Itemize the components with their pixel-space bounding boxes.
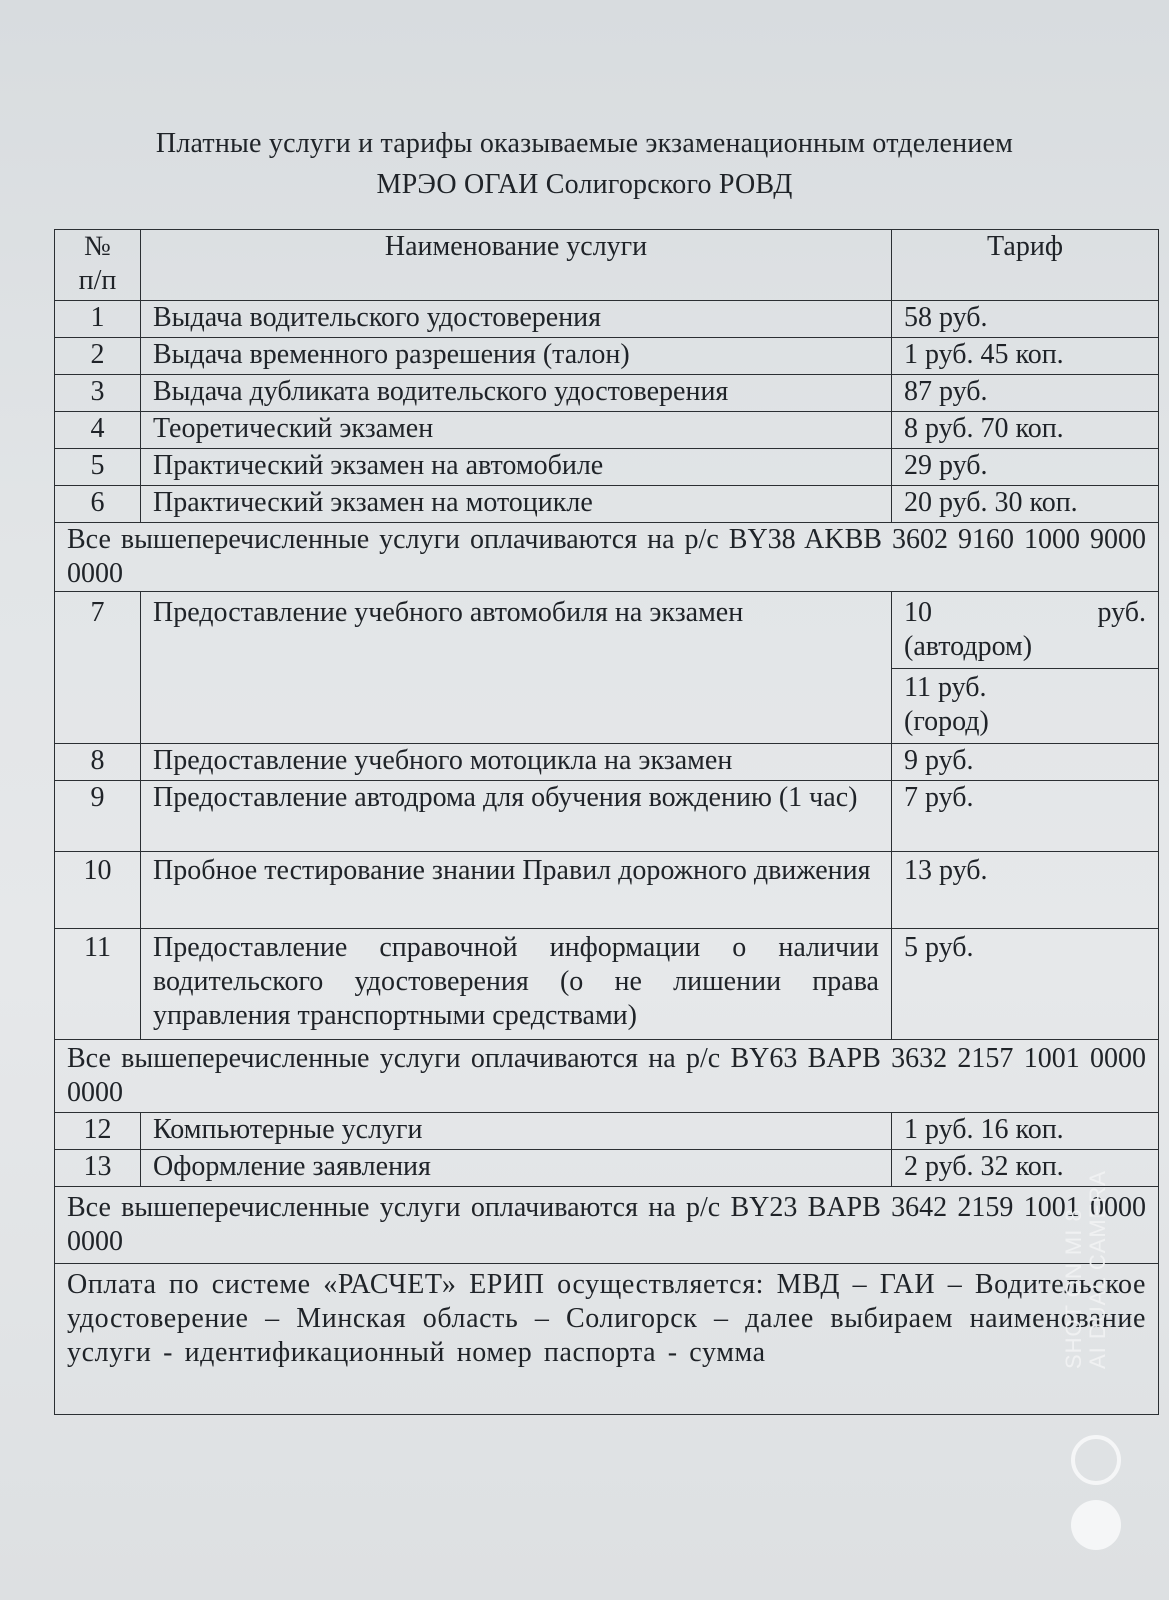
- table-row: [55, 1113, 1159, 1150]
- table-row: [55, 412, 1159, 449]
- row-num: 4: [55, 412, 141, 449]
- table-row: [55, 592, 1159, 669]
- document-title: [0, 123, 1169, 205]
- services-table: [54, 229, 1159, 1415]
- header-tariff: Тариф: [892, 230, 1159, 301]
- row-service: Практический экзамен на мотоцикле: [141, 486, 892, 523]
- row-service: Компьютерные услуги: [141, 1113, 892, 1150]
- row-tariff: 1 руб. 16 коп.: [892, 1113, 1159, 1150]
- table-row: [55, 852, 1159, 929]
- payment-note-row: [55, 523, 1159, 592]
- table-row: [55, 375, 1159, 412]
- table-row: [55, 301, 1159, 338]
- table-header-row: [55, 230, 1159, 301]
- row-num: 11: [55, 929, 141, 1040]
- title-line-1: Платные услуги и тарифы оказываемые экзаменационным отделением: [155, 128, 1014, 159]
- payment-note-row: [55, 1040, 1159, 1113]
- erip-note: Оплата по системе «РАСЧЕТ» ЕРИП осуществляется: МВД – ГАИ – Водительское удостоверение – Минская область – Солигорск – далее выбираем наименование услуги - идентификационный номер паспорта - сумма: [55, 1264, 1159, 1415]
- row-num: 9: [55, 781, 141, 852]
- title-line-2: МРЭО ОГАИ Солигорского РОВД: [376, 169, 793, 200]
- row-tariff: 20 руб. 30 коп.: [892, 486, 1159, 523]
- camera-watermark: SHOT ON MI 8 AI DUAL CAMERA: [1061, 1170, 1110, 1370]
- row-tariff: 2 руб. 32 коп.: [892, 1150, 1159, 1187]
- row-tariff: 13 руб.: [892, 852, 1159, 929]
- payment-note-1: Все вышеперечисленные услуги оплачиваются на р/с BY38 AKBB 3602 9160 1000 9000 0000: [55, 523, 1159, 592]
- payment-note-row: [55, 1187, 1159, 1264]
- table-row: [55, 486, 1159, 523]
- row-service: Выдача водительского удостоверения: [141, 301, 892, 338]
- watermark-ring-icon: [1071, 1435, 1121, 1485]
- row-num: 5: [55, 449, 141, 486]
- row-service: Предоставление справочной информации о наличии водительского удостоверения (о не лишении права управления транспортными средствами): [141, 929, 892, 1040]
- row-service: Теоретический экзамен: [141, 412, 892, 449]
- row-tariff: 87 руб.: [892, 375, 1159, 412]
- row-service: Предоставление автодрома для обучения вождению (1 час): [141, 781, 892, 852]
- header-service: Наименование услуги: [141, 230, 892, 301]
- row-service: Предоставление учебного мотоцикла на экзамен: [141, 744, 892, 781]
- payment-note-3: Все вышеперечисленные услуги оплачиваются на р/с BY23 BAPB 3642 2159 1001 0000 0000: [55, 1187, 1159, 1264]
- row-num: 12: [55, 1113, 141, 1150]
- table-row: [55, 449, 1159, 486]
- erip-note-row: [55, 1264, 1159, 1415]
- row-num: 10: [55, 852, 141, 929]
- row-tariff-city: 11 руб. (город): [892, 669, 1159, 744]
- table-row: [55, 929, 1159, 1040]
- row-num: 6: [55, 486, 141, 523]
- row-service: Выдача временного разрешения (талон): [141, 338, 892, 375]
- table-row: [55, 338, 1159, 375]
- row-service: Оформление заявления: [141, 1150, 892, 1187]
- row-num: 13: [55, 1150, 141, 1187]
- row-tariff: 9 руб.: [892, 744, 1159, 781]
- row-num: 8: [55, 744, 141, 781]
- row-num: 7: [55, 592, 141, 744]
- payment-note-2: Все вышеперечисленные услуги оплачиваются на р/с BY63 BAPB 3632 2157 1001 0000 0000: [55, 1040, 1159, 1113]
- header-num: № п/п: [55, 230, 141, 301]
- row-service: Выдача дубликата водительского удостоверения: [141, 375, 892, 412]
- row-tariff: 29 руб.: [892, 449, 1159, 486]
- watermark-dot-icon: [1071, 1500, 1121, 1550]
- row-num: 1: [55, 301, 141, 338]
- row-tariff: 7 руб.: [892, 781, 1159, 852]
- row-num: 2: [55, 338, 141, 375]
- row-tariff: 5 руб.: [892, 929, 1159, 1040]
- row-num: 3: [55, 375, 141, 412]
- table-row: [55, 744, 1159, 781]
- table-row: [55, 1150, 1159, 1187]
- row-service: Предоставление учебного автомобиля на экзамен: [141, 592, 892, 744]
- row-service: Практический экзамен на автомобиле: [141, 449, 892, 486]
- row-tariff: 1 руб. 45 коп.: [892, 338, 1159, 375]
- row-service: Пробное тестирование знании Правил дорожного движения: [141, 852, 892, 929]
- table-row: [55, 781, 1159, 852]
- row-tariff-autodrom: 10 руб. (автодром): [892, 592, 1159, 669]
- row-tariff: 8 руб. 70 коп.: [892, 412, 1159, 449]
- row-tariff: 58 руб.: [892, 301, 1159, 338]
